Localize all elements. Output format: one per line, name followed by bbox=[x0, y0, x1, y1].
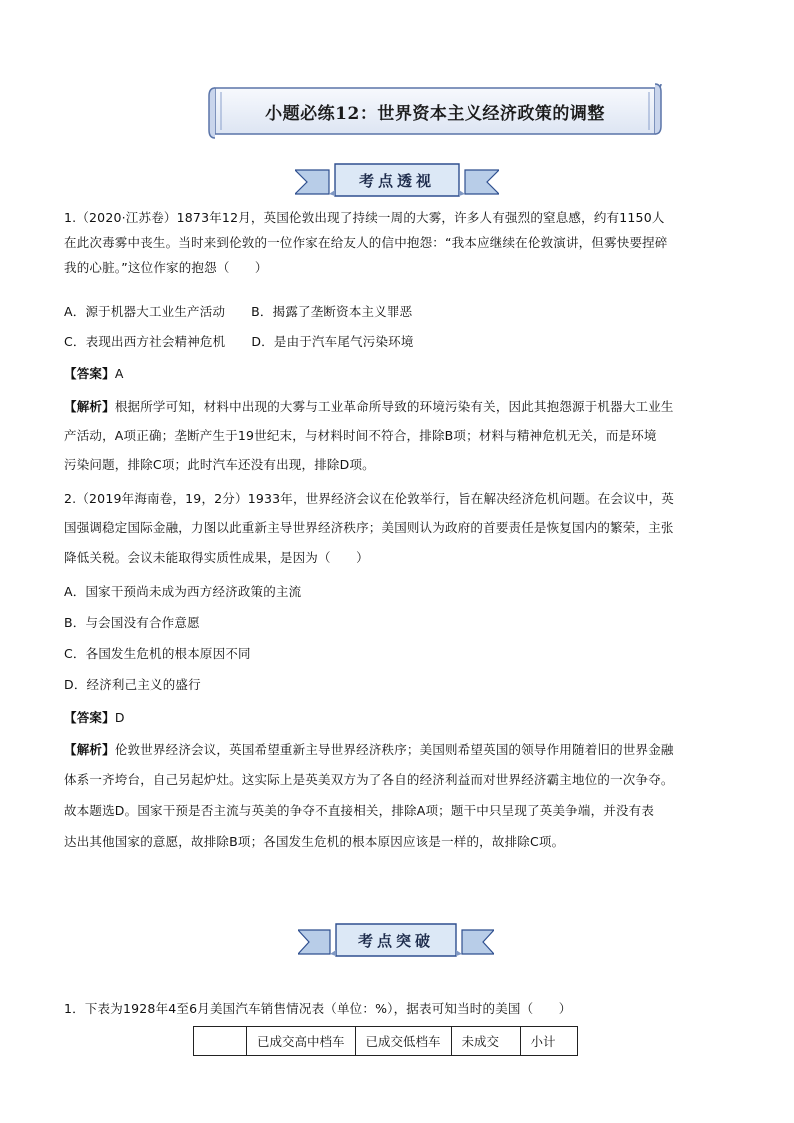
q2-analysis-line-4: 达出其他国家的意愿，故排除B项；各国发生危机的根本原因应该是一样的，故排除C项。 bbox=[64, 834, 565, 849]
title-banner bbox=[207, 82, 663, 140]
table-header-cell: 已成交高中档车 bbox=[247, 1027, 356, 1056]
table-header-cell bbox=[194, 1027, 247, 1056]
section-label-breakthrough: 考点突破 bbox=[357, 931, 434, 950]
q1-answer-value: A bbox=[114, 366, 124, 381]
q3-line-1: 1．下表为1928年4至6月美国汽车销售情况表（单位：%），据表可知当时的美国（ ） bbox=[64, 1001, 572, 1016]
q2-analysis-line-1 bbox=[64, 740, 744, 760]
table-header-cell: 未成交 bbox=[451, 1027, 520, 1056]
q2-analysis-text-1: 伦敦世界经济会议，英国希望重新主导世界经济秩序；美国则希望英国的领导作用随着旧的世界金融 bbox=[114, 742, 674, 757]
q1-analysis-label: 【解析】 bbox=[64, 399, 115, 414]
q2-line-2: 国强调稳定国际金融，力图以此重新主导世界经济秩序；美国则认为政府的首要责任是恢复国内的繁荣，主张 bbox=[64, 520, 674, 535]
q2-answer-label: 【答案】 bbox=[64, 710, 115, 725]
q1-line-1: 1.（2020·江苏卷）1873年12月，英国伦敦出现了持续一周的大雾，许多人有强烈的窒息感，约有1150人 bbox=[64, 210, 665, 225]
sales-table bbox=[193, 1026, 578, 1056]
q2-option-b: B．与会国没有合作意愿 bbox=[64, 615, 200, 630]
q1-line-3: 我的心脏。”这位作家的抱怨（ ） bbox=[64, 260, 268, 275]
q2-option-d: D．经济利己主义的盛行 bbox=[64, 677, 201, 692]
q2-line-3: 降低关税。会议未能取得实质性成果，是因为（ ） bbox=[64, 550, 369, 565]
page-title: 小题必练12：世界资本主义经济政策的调整 bbox=[265, 103, 605, 124]
q1-answer-label: 【答案】 bbox=[64, 366, 115, 381]
q1-option-a: A．源于机器大工业生产活动 bbox=[64, 304, 226, 319]
q1-line-2: 在此次毒雾中丧生。当时来到伦敦的一位作家在给友人的信中抱怨：“我本应继续在伦敦演讲，但雾快要捏碎 bbox=[64, 235, 668, 250]
table-header-cell: 已成交低档车 bbox=[355, 1027, 451, 1056]
q2-analysis-line-3: 故本题选D。国家干预是否主流与英美的争夺不直接相关，排除A项；题干中只呈现了英美争端，并没有表 bbox=[64, 803, 655, 818]
q2-answer-value: D bbox=[114, 710, 125, 725]
table-header-row bbox=[194, 1027, 578, 1056]
q1-options-row-1 bbox=[64, 302, 744, 322]
q1-analysis-line-1 bbox=[64, 397, 744, 417]
q2-line-1: 2.（2019年海南卷，19，2分）1933年，世界经济会议在伦敦举行，旨在解决经济危机问题。在会议中，英 bbox=[64, 491, 675, 506]
q1-option-b: B．揭露了垄断资本主义罪恶 bbox=[251, 304, 413, 319]
q2-analysis-line-2: 体系一齐垮台，自己另起炉灶。这实际上是英美双方为了各自的经济利益而对世界经济霸主地位的一次争夺。 bbox=[64, 772, 674, 787]
q2-option-c: C．各国发生危机的根本原因不同 bbox=[64, 646, 251, 661]
section-label-overview: 考点透视 bbox=[358, 171, 435, 190]
section-ribbon-overview bbox=[295, 160, 499, 200]
q1-analysis-text-1: 根据所学可知，材料中出现的大雾与工业革命所导致的环境污染有关，因此其抱怨源于机器大工业生 bbox=[114, 399, 674, 414]
q2-analysis-label: 【解析】 bbox=[64, 742, 115, 757]
q1-analysis-line-3: 污染问题，排除C项；此时汽车还没有出现，排除D项。 bbox=[64, 457, 375, 472]
q1-options-row-2 bbox=[64, 332, 744, 352]
q1-analysis-line-2: 产活动，A项正确；垄断产生于19世纪末，与材料时间不符合，排除B项；材料与精神危机无关，而是环境 bbox=[64, 428, 657, 443]
q1-answer bbox=[64, 364, 744, 384]
q2-option-a: A．国家干预尚未成为西方经济政策的主流 bbox=[64, 584, 302, 599]
q1-option-c: C．表现出西方社会精神危机 bbox=[64, 334, 226, 349]
q2-answer bbox=[64, 708, 744, 728]
table-header-cell: 小计 bbox=[520, 1027, 577, 1056]
q1-option-d: D．是由于汽车尾气污染环境 bbox=[251, 334, 414, 349]
section-ribbon-breakthrough bbox=[298, 920, 494, 960]
